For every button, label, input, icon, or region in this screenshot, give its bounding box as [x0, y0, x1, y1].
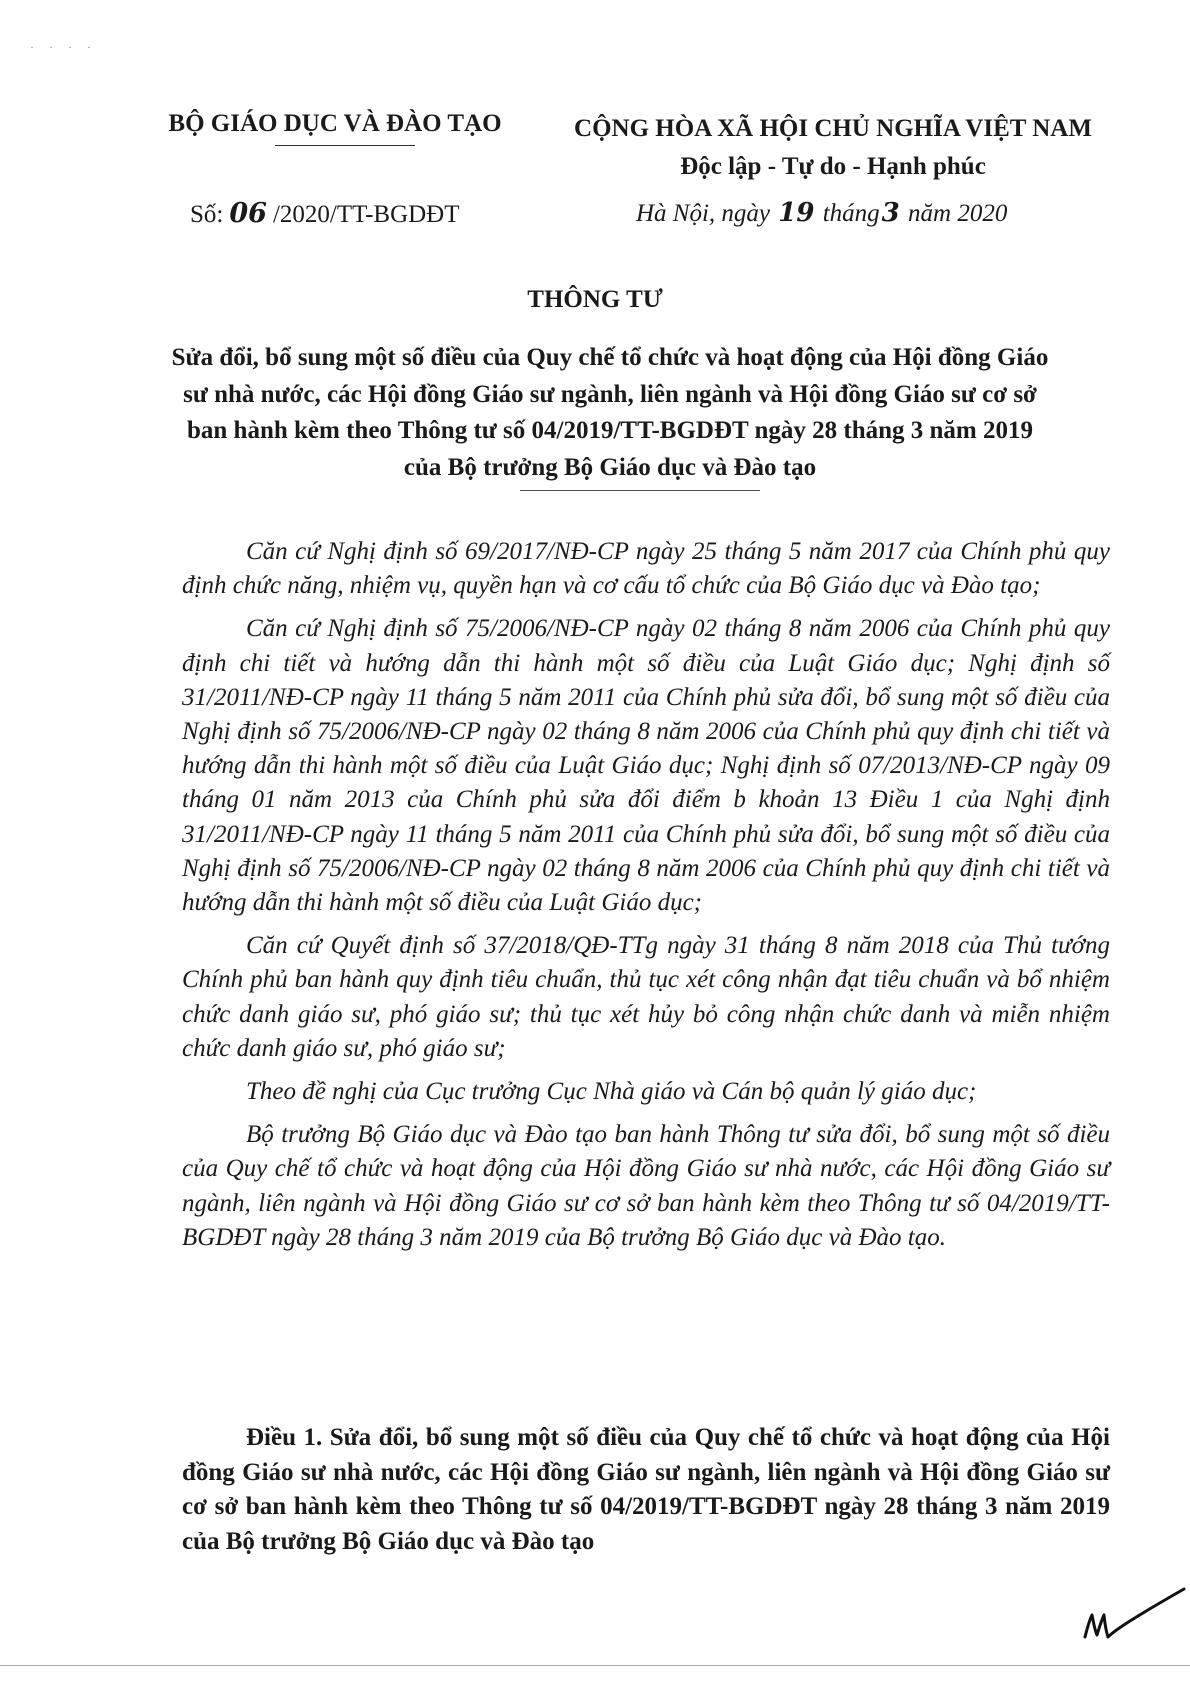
title-divider [520, 490, 760, 491]
document-number-suffix: /2020/TT-BGDĐT [272, 201, 460, 228]
preamble-paragraph: Căn cứ Nghị định số 75/2006/NĐ-CP ngày 02 tháng 8 năm 2006 của Chính phủ quy định chi tiết và hướng dẫn thi hành một số điều của Luật Giáo dục; Nghị định số 31/2011/NĐ-CP ngày 11 tháng 5 năm 2011 của Chính phủ sửa đổi, bổ sung một số điều của Nghị định số 75/2006/NĐ-CP ngày 02 tháng 8 năm 2006 của Chính phủ quy định chi tiết và hướng dẫn thi hành một số điều của Luật Giáo dục; Nghị định số 07/2013/NĐ-CP ngày 09 tháng 01 năm 2013 của Chính phủ sửa đổi điểm b khoản 13 Điều 1 của Nghị định 31/2011/NĐ-CP ngày 11 tháng 5 năm 2011 của Chính phủ sửa đổi, bổ sung một số điều của Nghị định số 75/2006/NĐ-CP ngày 02 tháng 8 năm 2006 của Chính phủ quy định chi tiết và hướng dẫn thi hành một số điều của Luật Giáo dục; [182, 615, 1110, 917]
preamble-paragraph: Căn cứ Quyết định số 37/2018/QĐ-TTg ngày 31 tháng 8 năm 2018 của Thủ tướng Chính phủ ban hành quy định tiêu chuẩn, thủ tục xét công nhận đạt tiêu chuẩn và bổ nhiệm chức danh giáo sư, phó giáo sư; thủ tục xét hủy bỏ công nhận chức danh và miễn nhiệm chức danh giáo sư, phó giáo sư; [182, 932, 1110, 1062]
preamble [182, 535, 1110, 1264]
ministry-underline [275, 145, 415, 146]
national-motto: Độc lập - Tự do - Hạnh phúc [680, 153, 986, 180]
document-number [190, 198, 460, 229]
article-1-heading: Điều 1. Sửa đổi, bổ sung một số điều của Quy chế tổ chức và hoạt động của Hội đồng Giáo sư nhà nước, các Hội đồng Giáo sư ngành, liên ngành và Hội đồng Giáo sư cơ sở ban hành kèm theo Thông tư số 04/2019/TT-BGDĐT ngày 28 tháng 3 năm 2019 của Bộ trưởng Bộ Giáo dục và Đào tạo [182, 1424, 1110, 1555]
date-year: năm 2020 [908, 200, 1008, 227]
handwritten-day: 19 [778, 198, 815, 228]
document-number-prefix: Số: [190, 201, 224, 228]
ministry-name: BỘ GIÁO DỤC VÀ ĐÀO TẠO [168, 110, 502, 137]
scan-artifact: · · · · [30, 40, 97, 54]
document-type-heading: THÔNG TƯ [527, 286, 663, 313]
republic-header [548, 110, 1118, 186]
preamble-paragraph: Bộ trưởng Bộ Giáo dục và Đào tạo ban hành Thông tư sửa đổi, bổ sung một số điều của Quy chế tổ chức và hoạt động của Hội đồng Giáo sư nhà nước, các Hội đồng Giáo sư ngành, liên ngành và Hội đồng Giáo sư cơ sở ban hành kèm theo Thông tư số 04/2019/TT-BGDĐT ngày 28 tháng 3 năm 2019 của Bộ trưởng Bộ Giáo dục và Đào tạo. [182, 1121, 1110, 1251]
initials-signature [1080, 1585, 1190, 1645]
preamble-paragraph: Căn cứ Nghị định số 69/2017/NĐ-CP ngày 25 tháng 5 năm 2017 của Chính phủ quy định chức năng, nhiệm vụ, quyền hạn và cơ cấu tổ chức của Bộ Giáo dục và Đào tạo; [182, 538, 1110, 600]
preamble-paragraph: Theo đề nghị của Cục trưởng Cục Nhà giáo và Cán bộ quản lý giáo dục; [246, 1078, 977, 1106]
republic-name: CỘNG HÒA XÃ HỘI CHỦ NGHĨA VIỆT NAM [574, 115, 1092, 142]
handwritten-number: 06 [229, 198, 267, 229]
document-title: Sửa đổi, bổ sung một số điều của Quy chế tổ chức và hoạt động của Hội đồng Giáo sư nhà nước, các Hội đồng Giáo sư ngành, liên ngành và Hội đồng Giáo sư cơ sở ban hành kèm theo Thông tư số 04/2019/TT-BGDĐT ngày 28 tháng 3 năm 2019 của Bộ trưởng Bộ Giáo dục và Đào tạo [171, 344, 1049, 481]
issue-date [636, 198, 1007, 228]
date-place: Hà Nội, ngày [636, 200, 771, 227]
page-bottom-edge [0, 1665, 1190, 1666]
handwritten-month: 3 [881, 198, 900, 228]
date-month-label: tháng [822, 200, 880, 227]
